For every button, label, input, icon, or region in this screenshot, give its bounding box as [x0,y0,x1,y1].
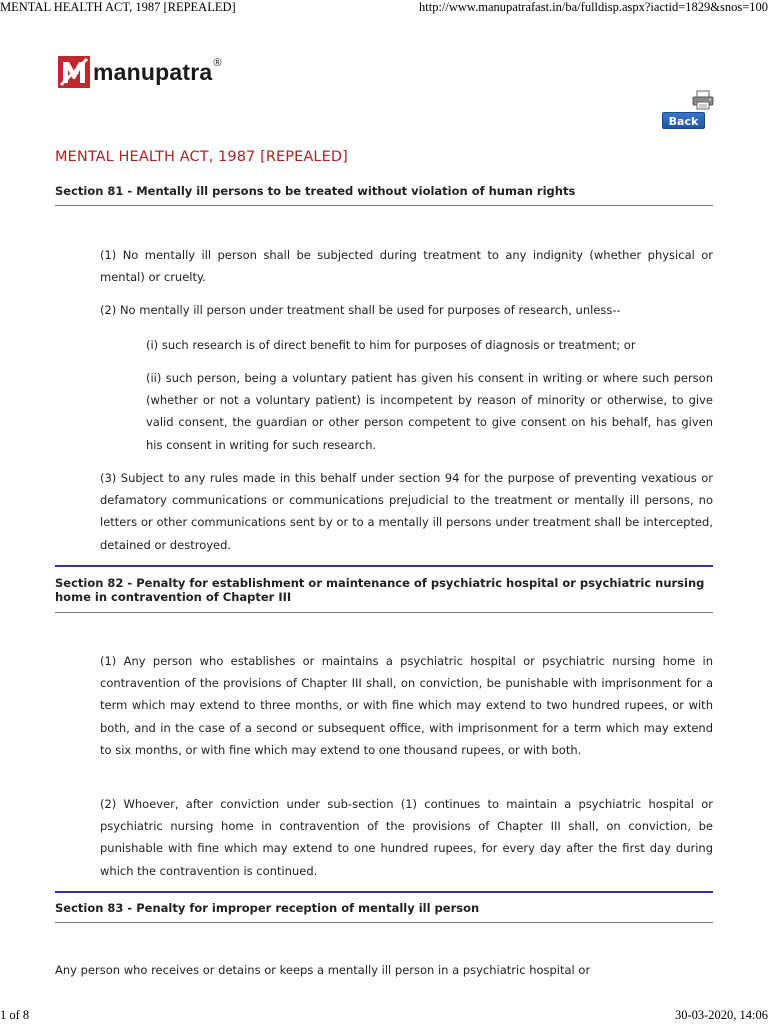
section-82-top-rule [55,565,713,567]
act-title: MENTAL HEALTH ACT, 1987 [REPEALED] [55,149,348,165]
section-83-heading: Section 83 - Penalty for improper reception of mentally ill person [55,901,480,915]
section-81-para-3: (3) Subject to any rules made in this behalf under section 94 for the purpose of preventing vexatious or defamatory communications or communications prejudicial to the treatment or mentally ill persons, no letters or other communications sent by or to a mentally ill persons under treatment shall be intercepted, detained or destroyed. [100,471,713,552]
section-81-divider [55,205,713,206]
section-82-para-2: (2) Whoever, after conviction under sub-section (1) continues to maintain a psychiatric hospital or psychiatric nursing home in contravention of the provisions of Chapter III shall, on conviction, be punishable with fine which may extend to one hundred rupees, for every day after the first day during which the contravention is continued. [100,797,713,878]
section-82-divider [55,612,713,613]
manupatra-logo-icon [58,56,90,88]
page-counter: 1 of 8 [0,1008,30,1022]
print-header-url: http://www.manupatrafast.in/ba/fulldisp.aspx?iactid=1829&snos=100 [419,0,768,14]
printer-icon[interactable] [692,90,714,110]
section-83-top-rule [55,891,713,893]
print-header-title: MENTAL HEALTH ACT, 1987 [REPEALED] [0,0,236,14]
section-81-para-2-i: (i) such research is of direct benefit to him for purposes of diagnosis or treatment; or [146,338,636,352]
section-83-para-1: Any person who receives or detains or keeps a mentally ill person in a psychiatric hospital or [55,963,591,977]
section-83-divider [55,922,713,923]
print-header [0,0,768,16]
section-81-para-2: (2) No mentally ill person under treatment shall be used for purposes of research, unless-- [100,303,621,317]
print-datetime: 30-03-2020, 14:06 [674,1008,768,1022]
print-footer [0,1008,768,1024]
back-button[interactable]: Back [662,112,705,129]
section-82-para-1: (1) Any person who establishes or maintains a psychiatric hospital or psychiatric nursing home in contravention of the provisions of Chapter III shall, on conviction, be punishable with imprisonment for a term which may extend to three months, or with fine which may extend to two hundred rupees, or with both, and in the case of a second or subsequent office, with imprisonment for a term which may extend to six months, or with fine which may extend to one thousand rupees, or with both. [100,654,713,757]
brand-name: manupatra [93,58,213,85]
section-81-heading: Section 81 - Mentally ill persons to be treated without violation of human rights [55,184,576,198]
registered-mark: ® [213,57,222,69]
section-81-para-1: (1) No mentally ill person shall be subjected during treatment to any indignity (whether physical or mental) or cruelty. [100,248,713,285]
section-81-para-2-ii: (ii) such person, being a voluntary patient has given his consent in writing or where such person (whether or not a voluntary patient) is incompetent by reason of minority or otherwise, to give valid consent, the guardian or other person competent to give consent on his behalf, has given his consent in writing for such research. [146,371,713,452]
section-82-heading: Section 82 - Penalty for establishment or maintenance of psychiatric hospital or psychiatric nursing home in contravention of Chapter III [55,576,705,604]
manupatra-logo[interactable] [58,55,222,89]
